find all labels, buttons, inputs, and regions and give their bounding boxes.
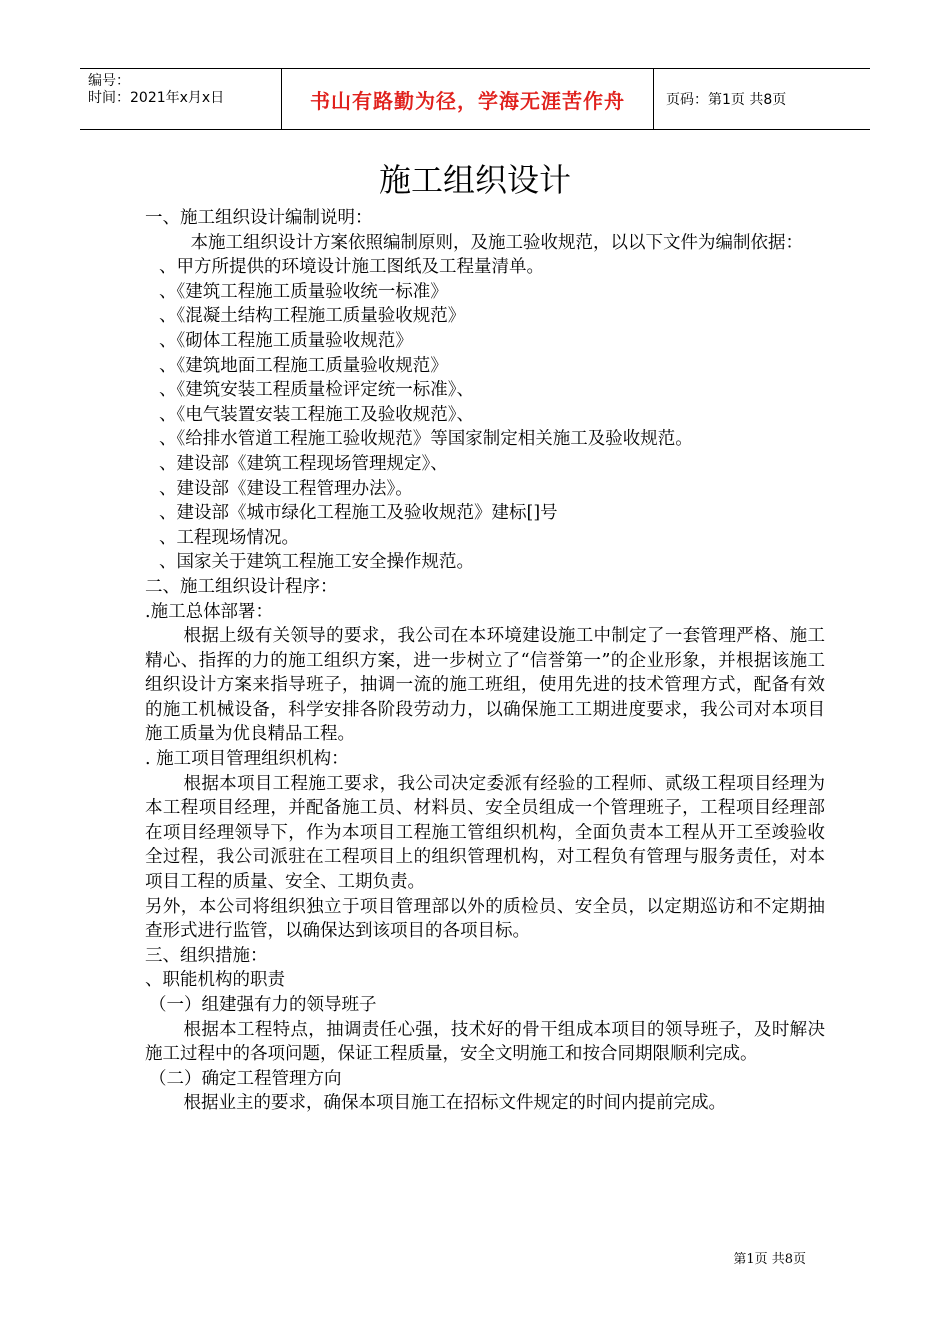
basis-item: 、建设部《城市绿化工程施工及验收规范》建标[]号 [159,503,558,524]
header-motto: 书山有路勤为径，学海无涯苦作舟 [282,69,654,129]
section-1-intro: 本施工组织设计方案依照编制原则，及施工验收规范，以以下文件为编制依据： [190,232,803,253]
basis-item: 、《砌体工程施工质量验收规范》 [159,330,413,351]
section-3-p1-text: 根据本工程特点，抽调责任心强，技术好的骨干组成本项目的领导班子，及时解决施工过程中的各项问题，保证工程质量，安全文明施工和按合同期限顺利完成。 [145,1019,825,1065]
basis-item: 、《建筑安装工程质量检评定统一标准》、 [159,380,474,401]
basis-item: 、《电气装置安装工程施工及验收规范》、 [159,404,474,425]
document-title: 施工组织设计 [378,161,571,199]
section-2-sub2-text: 根据本项目工程施工要求，我公司决定委派有经验的工程师、贰级工程项目经理为本工程项目经理，并配备施工员、材料员、安全员组成一个管理班子，工程项目经理部在项目经理领导下，作为本项目工程施工管组织机构，全面负责本工程从开工至竣验收全过程，我公司派驻在工程项目上的组织管理机构，对工程负有管理与服务责任，对本项目工程的质量、安全、工期负责。 [145,773,825,893]
basis-item: 、甲方所提供的环境设计施工图纸及工程量清单。 [159,257,544,278]
section-2-heading: 二、施工组织设计程序： [145,576,338,597]
basis-item: 、《建筑地面工程施工质量验收规范》 [159,355,448,376]
basis-item: 、国家关于建筑工程施工安全操作规范。 [159,552,474,573]
document-date: 时间：2021年x月x日 [88,90,225,106]
section-1-heading: 一、施工组织设计编制说明： [145,208,373,228]
document-code-label: 编号： [88,73,130,89]
basis-item: 、《建筑工程施工质量验收统一标准》 [159,281,448,302]
section-3-p1-heading: （一）组建强有力的领导班子 [149,995,377,1015]
basis-item: 、建设部《建设工程管理办法》。 [159,478,413,499]
section-2-sub1-text: 根据上级有关领导的要求，我公司在本环境建设施工中制定了一套管理严格、施工精心、指挥的力的施工组织方案，进一步树立了“信誉第一”的企业形象，并根据该施工组织设计方案来指导班子，抽调一流的施工班组，使用先进的技术管理方式，配备有效的施工机械设备，科学安排各阶段劳动力，以确保施工工期进度要求，我公司对本项目施工质量为优良精品工程。 [145,626,825,745]
page-header [80,68,870,130]
page-footer: 第1页 共8页 [733,1252,806,1267]
section-3-p2-text: 根据业主的要求，确保本项目施工在招标文件规定的时间内提前完成。 [183,1093,726,1114]
section-2-sub2-extra: 另外，本公司将组织独立于项目管理部以外的质检员、安全员，以定期巡访和不定期抽查形式进行监管，以确保达到该项目的各项目标。 [145,896,825,942]
basis-item: 、《给排水管道工程施工验收规范》等国家制定相关施工及验收规范。 [159,429,693,450]
section-2-sub1-heading: .施工总体部署： [145,601,274,622]
basis-item: 、建设部《建筑工程现场管理规定》、 [159,453,448,474]
section-2-sub2-heading: . 施工项目管理组织机构： [145,749,349,770]
section-3-heading: 三、组织措施： [145,945,268,966]
section-3-sub-heading: 、职能机构的职责 [145,970,285,991]
header-meta [80,69,282,129]
header-page-info: 页码：第1页 共8页 [666,92,787,108]
basis-item: 、《混凝土结构工程施工质量验收规范》 [159,306,466,327]
document-body [145,206,825,1116]
section-3-p2-heading: （二）确定工程管理方向 [149,1068,342,1089]
basis-item: 、工程现场情况。 [159,527,299,548]
